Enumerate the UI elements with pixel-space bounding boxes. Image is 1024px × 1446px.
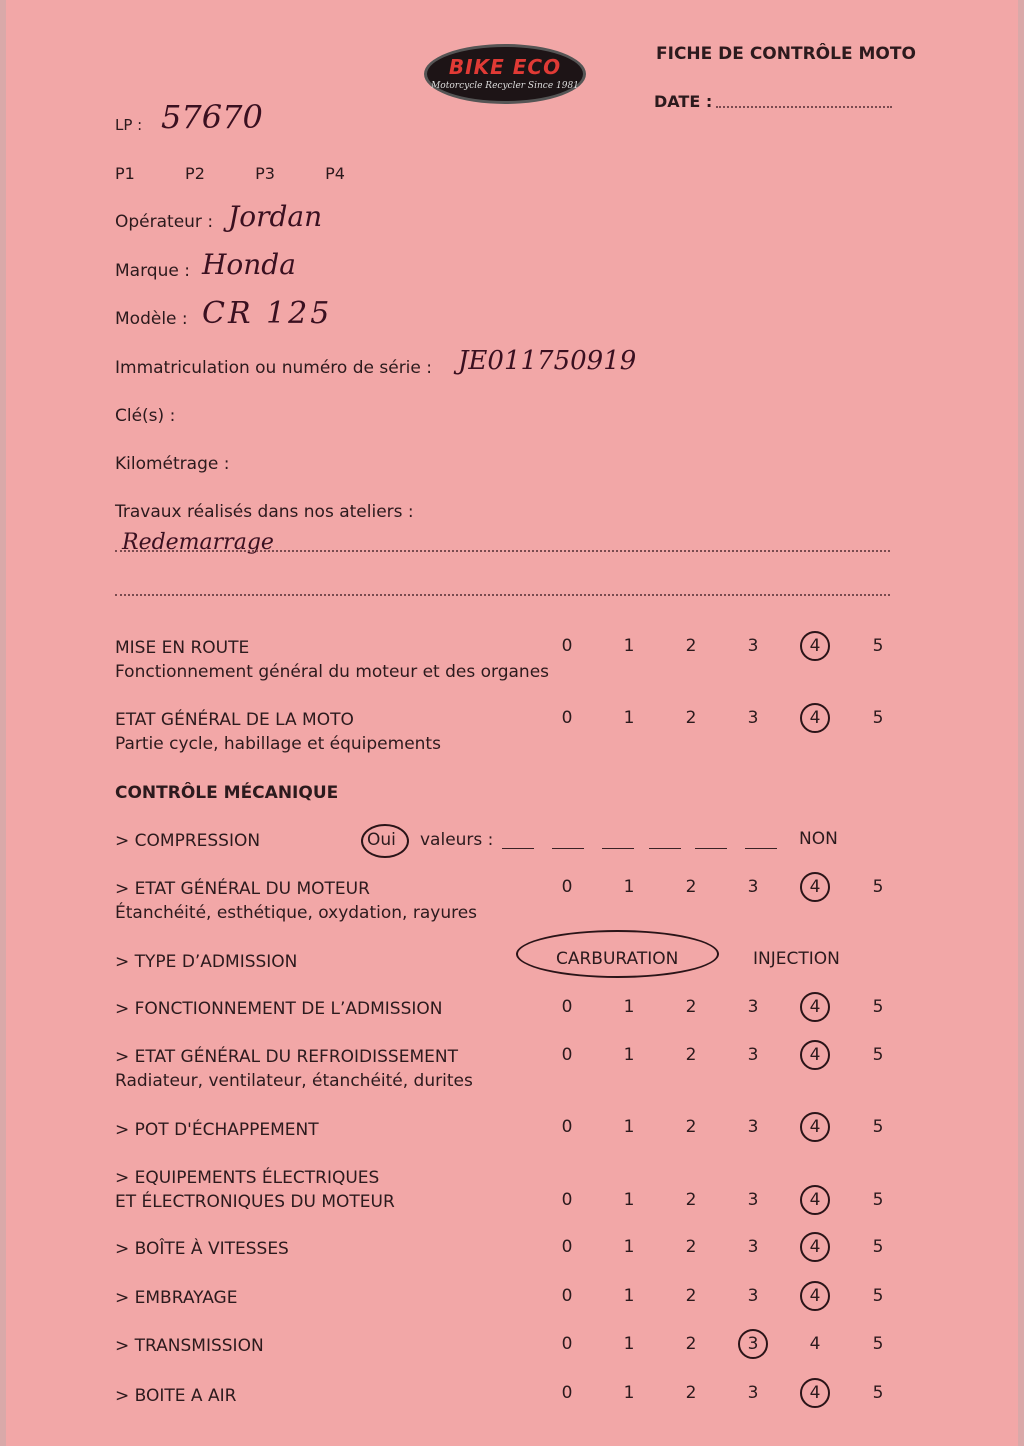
sheet-title: FICHE DE CONTRÔLE MOTO <box>656 44 916 64</box>
lp-label: LP : <box>115 116 143 134</box>
km-label: Kilométrage : <box>115 454 230 474</box>
mecanique-title: CONTRÔLE MÉCANIQUE <box>115 783 339 803</box>
marque-value[interactable]: Honda <box>202 248 296 281</box>
mise-en-route-label: MISE EN ROUTE <box>115 638 250 658</box>
travaux-line-1[interactable] <box>115 550 890 552</box>
pot-echappement-label: > POT D'ÉCHAPPEMENT <box>115 1120 319 1140</box>
modele-value[interactable]: CR 125 <box>202 296 333 331</box>
embrayage-rating-4[interactable]: 4 <box>800 1281 830 1311</box>
date-label: DATE : <box>654 92 713 111</box>
etat-refroidissement-rating-4[interactable]: 4 <box>800 1040 830 1070</box>
etat-refroidissement-rating-0[interactable]: 0 <box>561 1045 573 1065</box>
position-options <box>115 164 345 183</box>
operateur-value[interactable]: Jordan <box>228 200 323 233</box>
etat-general-moto-sublabel: Partie cycle, habillage et équipements <box>115 734 441 754</box>
equipements-electriques-rating-2[interactable]: 2 <box>685 1190 697 1210</box>
fonctionnement-admission-rating-1[interactable]: 1 <box>623 997 635 1017</box>
position-option-p3[interactable]: P3 <box>255 164 275 183</box>
boite-air-rating-4[interactable]: 4 <box>800 1378 830 1408</box>
pot-echappement-rating-3[interactable]: 3 <box>747 1117 759 1137</box>
position-option-p4[interactable]: P4 <box>325 164 345 183</box>
marque-label: Marque : <box>115 261 190 281</box>
etat-refroidissement-rating-3[interactable]: 3 <box>747 1045 759 1065</box>
valeur-blank-5[interactable] <box>695 848 727 849</box>
embrayage-rating-5[interactable]: 5 <box>872 1286 884 1306</box>
valeur-blank-6[interactable] <box>745 848 777 849</box>
inspection-sheet <box>6 0 1018 1446</box>
admission-label: > TYPE D’ADMISSION <box>115 952 298 972</box>
transmission-rating-0[interactable]: 0 <box>561 1334 573 1354</box>
etat-general-moto-rating-3[interactable]: 3 <box>747 708 759 728</box>
fonctionnement-admission-rating-0[interactable]: 0 <box>561 997 573 1017</box>
boite-vitesses-rating-0[interactable]: 0 <box>561 1237 573 1257</box>
transmission-rating-4[interactable]: 4 <box>809 1334 821 1354</box>
embrayage-rating-2[interactable]: 2 <box>685 1286 697 1306</box>
boite-air-rating-3[interactable]: 3 <box>747 1383 759 1403</box>
compression-oui[interactable]: Oui <box>367 830 396 850</box>
boite-vitesses-rating-4[interactable]: 4 <box>800 1232 830 1262</box>
valeur-blank-4[interactable] <box>649 848 681 849</box>
transmission-label: > TRANSMISSION <box>115 1336 264 1356</box>
etat-refroidissement-rating-1[interactable]: 1 <box>623 1045 635 1065</box>
travaux-line-2[interactable] <box>115 594 890 596</box>
mise-en-route-rating-5[interactable]: 5 <box>872 636 884 656</box>
compression-label: > COMPRESSION <box>115 831 261 851</box>
equipements-electriques-rating-4[interactable]: 4 <box>800 1185 830 1215</box>
etat-general-moto-rating-4[interactable]: 4 <box>800 703 830 733</box>
equipements-electriques-rating-0[interactable]: 0 <box>561 1190 573 1210</box>
equipements-electriques-sublabel: ET ÉLECTRONIQUES DU MOTEUR <box>115 1192 395 1212</box>
etat-general-moto-label: ETAT GÉNÉRAL DE LA MOTO <box>115 710 354 730</box>
fonctionnement-admission-rating-5[interactable]: 5 <box>872 997 884 1017</box>
boite-air-rating-0[interactable]: 0 <box>561 1383 573 1403</box>
etat-refroidissement-rating-5[interactable]: 5 <box>872 1045 884 1065</box>
boite-vitesses-rating-5[interactable]: 5 <box>872 1237 884 1257</box>
etat-refroidissement-sublabel: Radiateur, ventilateur, étanchéité, durites <box>115 1071 473 1091</box>
fonctionnement-admission-rating-3[interactable]: 3 <box>747 997 759 1017</box>
bike-eco-logo <box>424 44 586 104</box>
pot-echappement-rating-2[interactable]: 2 <box>685 1117 697 1137</box>
logo-tagline: Motorcycle Recycler Since 1981 <box>431 81 579 91</box>
etat-refroidissement-rating-2[interactable]: 2 <box>685 1045 697 1065</box>
boite-air-rating-1[interactable]: 1 <box>623 1383 635 1403</box>
pot-echappement-rating-0[interactable]: 0 <box>561 1117 573 1137</box>
embrayage-rating-3[interactable]: 3 <box>747 1286 759 1306</box>
boite-air-rating-5[interactable]: 5 <box>872 1383 884 1403</box>
immat-label: Immatriculation ou numéro de série : <box>115 358 432 378</box>
mise-en-route-rating-0[interactable]: 0 <box>561 636 573 656</box>
boite-vitesses-rating-3[interactable]: 3 <box>747 1237 759 1257</box>
compression-non[interactable]: NON <box>799 829 838 849</box>
mise-en-route-rating-4[interactable]: 4 <box>800 631 830 661</box>
etat-general-moto-rating-2[interactable]: 2 <box>685 708 697 728</box>
mise-en-route-rating-1[interactable]: 1 <box>623 636 635 656</box>
pot-echappement-rating-4[interactable]: 4 <box>800 1112 830 1142</box>
embrayage-rating-0[interactable]: 0 <box>561 1286 573 1306</box>
etat-general-moto-rating-1[interactable]: 1 <box>623 708 635 728</box>
valeur-blank-2[interactable] <box>552 848 584 849</box>
etat-refroidissement-label: > ETAT GÉNÉRAL DU REFROIDISSEMENT <box>115 1047 458 1067</box>
pot-echappement-rating-5[interactable]: 5 <box>872 1117 884 1137</box>
boite-vitesses-rating-2[interactable]: 2 <box>685 1237 697 1257</box>
embrayage-label: > EMBRAYAGE <box>115 1288 238 1308</box>
position-option-p2[interactable]: P2 <box>185 164 205 183</box>
etat-moteur-sublabel: Étanchéité, esthétique, oxydation, rayures <box>115 903 478 923</box>
travaux-value[interactable]: Redemarrage <box>122 530 274 555</box>
boite-vitesses-label: > BOÎTE À VITESSES <box>115 1239 289 1259</box>
travaux-label: Travaux réalisés dans nos ateliers : <box>115 502 414 522</box>
mise-en-route-rating-3[interactable]: 3 <box>747 636 759 656</box>
mise-en-route-sublabel: Fonctionnement général du moteur et des organes <box>115 662 550 682</box>
date-field[interactable] <box>716 106 892 108</box>
transmission-rating-1[interactable]: 1 <box>623 1334 635 1354</box>
etat-moteur-rating-2[interactable]: 2 <box>685 877 697 897</box>
valeur-blank-3[interactable] <box>602 848 634 849</box>
fonctionnement-admission-rating-4[interactable]: 4 <box>800 992 830 1022</box>
etat-moteur-rating-0[interactable]: 0 <box>561 877 573 897</box>
etat-moteur-rating-4[interactable]: 4 <box>800 872 830 902</box>
boite-air-label: > BOITE A AIR <box>115 1386 237 1406</box>
admission-carburation[interactable]: CARBURATION <box>556 949 679 969</box>
etat-general-moto-rating-0[interactable]: 0 <box>561 708 573 728</box>
boite-air-rating-2[interactable]: 2 <box>685 1383 697 1403</box>
etat-moteur-rating-3[interactable]: 3 <box>747 877 759 897</box>
equipements-electriques-rating-5[interactable]: 5 <box>872 1190 884 1210</box>
transmission-rating-3[interactable]: 3 <box>738 1329 768 1359</box>
lp-value[interactable]: 57670 <box>161 98 263 136</box>
etat-moteur-label: > ETAT GÉNÉRAL DU MOTEUR <box>115 879 370 899</box>
pot-echappement-rating-1[interactable]: 1 <box>623 1117 635 1137</box>
compression-valeurs-label: valeurs : <box>420 830 494 850</box>
etat-general-moto-rating-5[interactable]: 5 <box>872 708 884 728</box>
cles-label: Clé(s) : <box>115 406 176 426</box>
transmission-rating-5[interactable]: 5 <box>872 1334 884 1354</box>
equipements-electriques-rating-3[interactable]: 3 <box>747 1190 759 1210</box>
fonctionnement-admission-rating-2[interactable]: 2 <box>685 997 697 1017</box>
fonctionnement-admission-label: > FONCTIONNEMENT DE L’ADMISSION <box>115 999 443 1019</box>
logo-name: BIKE ECO <box>448 55 562 79</box>
boite-vitesses-rating-1[interactable]: 1 <box>623 1237 635 1257</box>
equipements-electriques-label: > EQUIPEMENTS ÉLECTRIQUES <box>115 1168 380 1188</box>
embrayage-rating-1[interactable]: 1 <box>623 1286 635 1306</box>
modele-label: Modèle : <box>115 309 188 329</box>
admission-injection[interactable]: INJECTION <box>753 949 840 969</box>
mise-en-route-rating-2[interactable]: 2 <box>685 636 697 656</box>
transmission-rating-2[interactable]: 2 <box>685 1334 697 1354</box>
operateur-label: Opérateur : <box>115 212 214 232</box>
etat-moteur-rating-1[interactable]: 1 <box>623 877 635 897</box>
valeur-blank-1[interactable] <box>502 848 534 849</box>
etat-moteur-rating-5[interactable]: 5 <box>872 877 884 897</box>
position-option-p1[interactable]: P1 <box>115 164 135 183</box>
immat-value[interactable]: JE011750919 <box>458 346 637 376</box>
equipements-electriques-rating-1[interactable]: 1 <box>623 1190 635 1210</box>
